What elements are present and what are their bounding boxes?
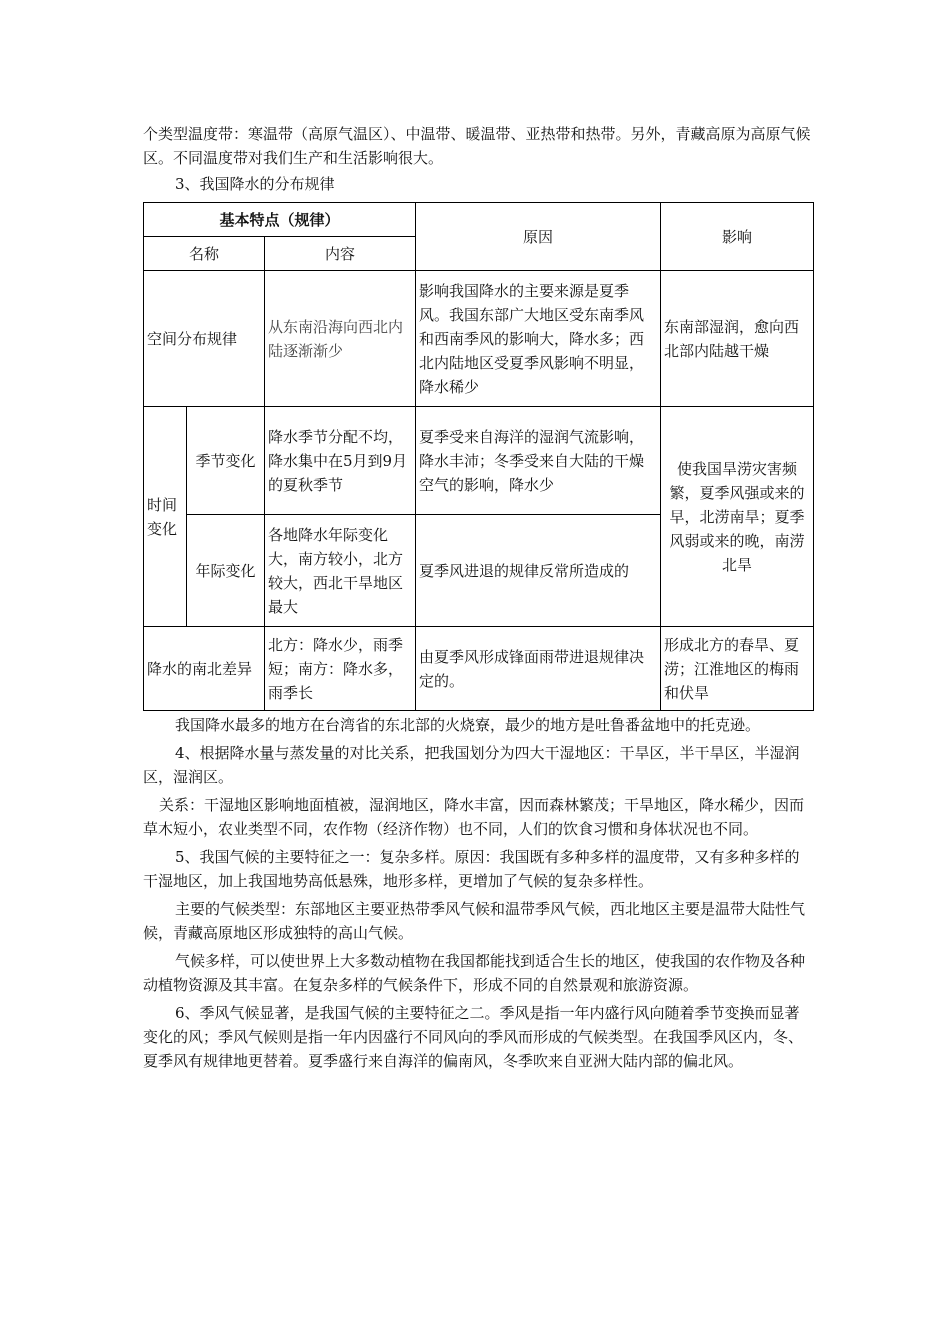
spatial-impact: 东南部湿润，愈向西北部内陆越干燥 bbox=[661, 271, 814, 407]
annual-content: 各地降水年际变化大，南方较小，北方较大，西北干旱地区最大 bbox=[265, 515, 416, 627]
header-basic: 基本特点（规律） bbox=[144, 203, 416, 237]
paragraph-dry-wet-regions: 4、根据降水量与蒸发量的对比关系，把我国划分为四大干湿地区：干旱区，半干旱区，半湿润区，湿润区。 bbox=[143, 744, 800, 786]
precipitation-table bbox=[143, 202, 814, 711]
spatial-name: 空间分布规律 bbox=[144, 271, 265, 407]
northsouth-name: 降水的南北差异 bbox=[144, 627, 265, 711]
northsouth-impact: 形成北方的春旱、夏涝；江淮地区的梅雨和伏旱 bbox=[661, 627, 814, 711]
paragraph-monsoon: 6、季风气候显著，是我国气候的主要特征之二。季风是指一年内盛行风向随着季节变换而显著变化的风；季风气候则是指一年内因盛行不同风向的季风而形成的气候类型。在我国季风区内，冬、夏季风有规律地更替着。夏季盛行来自海洋的偏南风，冬季吹来自亚洲大陆内部的偏北风。 bbox=[143, 1004, 804, 1070]
northsouth-reason: 由夏季风形成锋面雨带进退规律决定的。 bbox=[416, 627, 661, 711]
seasonal-reason: 夏季受来自海洋的湿润气流影响，降水丰沛；冬季受来自大陆的干燥空气的影响，降水少 bbox=[416, 407, 661, 515]
seasonal-content: 降水季节分配不均，降水集中在5月到9月的夏秋季节 bbox=[265, 407, 416, 515]
paragraph-relationship: 关系：干湿地区影响地面植被，湿润地区，降水丰富，因而森林繁茂；干旱地区，降水稀少，因而草木短小，农业类型不同，农作物（经济作物）也不同，人们的饮食习惯和身体状况也不同。 bbox=[143, 796, 805, 838]
northsouth-content: 北方：降水少，雨季短；南方：降水多，雨季长 bbox=[265, 627, 416, 711]
document-page bbox=[143, 122, 813, 1073]
annual-reason: 夏季风进退的规律反常所造成的 bbox=[416, 515, 661, 627]
temporal-group: 时间变化 bbox=[144, 407, 187, 627]
paragraph-climate-types: 主要的气候类型：东部地区主要亚热带季风气候和温带季风气候，西北地区主要是温带大陆性气候，青藏高原地区形成独特的高山气候。 bbox=[143, 900, 806, 942]
intro-paragraph: 个类型温度带：寒温带（高原气温区）、中温带、暖温带、亚热带和热带。另外，青藏高原为高原气候区。不同温度带对我们生产和生活影响很大。 bbox=[143, 125, 811, 167]
section-3-heading: 3、我国降水的分布规律 bbox=[175, 175, 335, 193]
spatial-content: 从东南沿海向西北内陆逐渐渐少 bbox=[265, 271, 416, 407]
paragraph-extremes: 我国降水最多的地方在台湾省的东北部的火烧寮，最少的地方是吐鲁番盆地中的托克逊。 bbox=[175, 716, 761, 734]
header-reason: 原因 bbox=[416, 203, 661, 271]
seasonal-name: 季节变化 bbox=[187, 407, 265, 515]
header-impact: 影响 bbox=[661, 203, 814, 271]
annual-name: 年际变化 bbox=[187, 515, 265, 627]
paragraph-diversity-benefits: 气候多样，可以使世界上大多数动植物在我国都能找到适合生长的地区，使我国的农作物及各种动植物资源及其丰富。在复杂多样的气候条件下，形成不同的自然景观和旅游资源。 bbox=[143, 952, 806, 994]
temporal-impact: 使我国旱涝灾害频繁，夏季风强或来的早，北涝南旱；夏季风弱或来的晚，南涝北旱 bbox=[661, 407, 814, 627]
paragraph-climate-diversity: 5、我国气候的主要特征之一：复杂多样。原因：我国既有多种多样的温度带，又有多种多样的干湿地区，加上我国地势高低悬殊，地形多样，更增加了气候的复杂多样性。 bbox=[143, 848, 800, 890]
spatial-reason: 影响我国降水的主要来源是夏季风。我国东部广大地区受东南季风和西南季风的影响大，降水多；西北内陆地区受夏季风影响不明显，降水稀少 bbox=[416, 271, 661, 407]
header-name: 名称 bbox=[144, 237, 265, 271]
header-content: 内容 bbox=[265, 237, 416, 271]
